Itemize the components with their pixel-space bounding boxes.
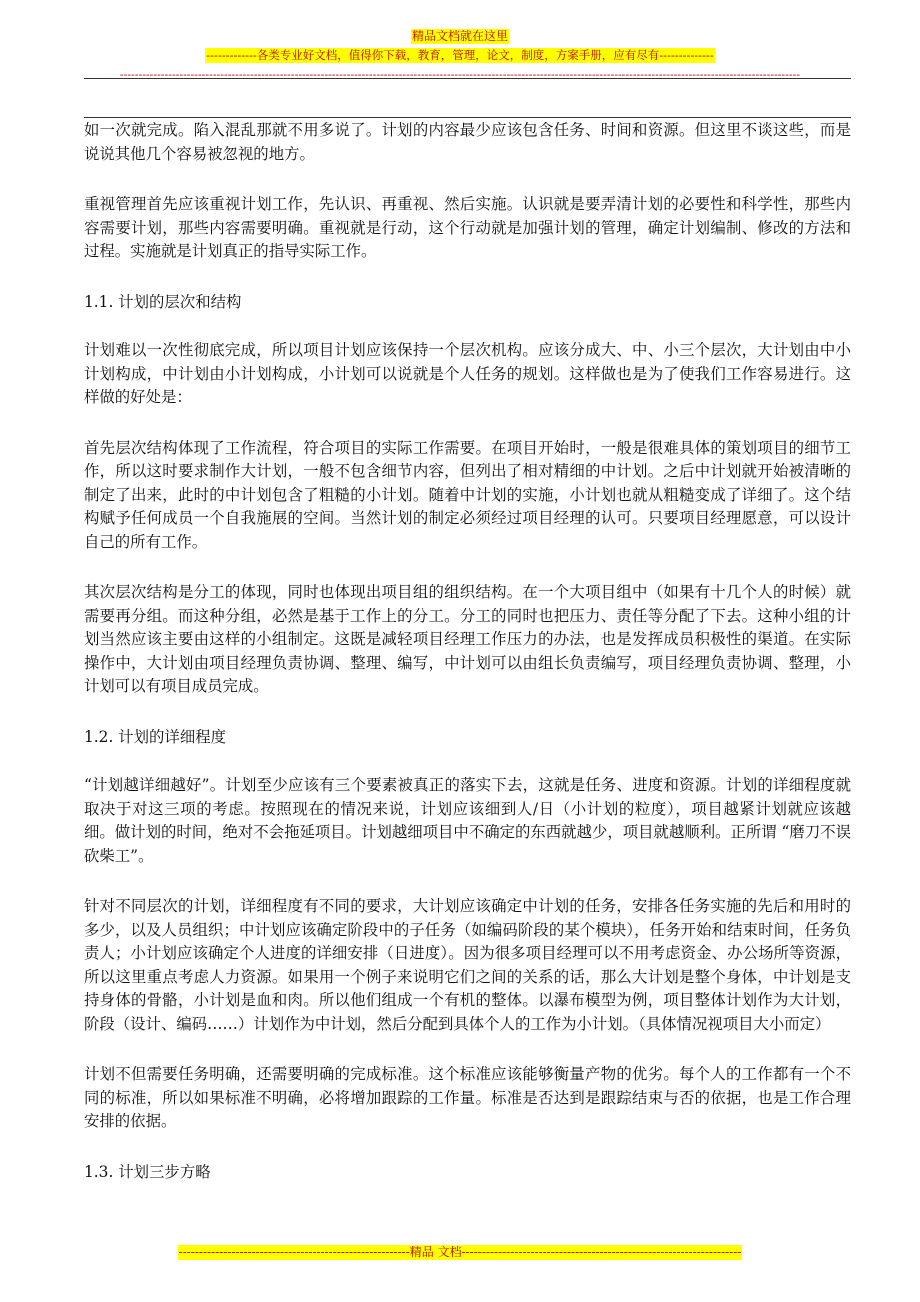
- header-title: 精品文档就在这里: [411, 29, 508, 43]
- section-heading: 1.2. 计划的详细程度: [84, 727, 226, 746]
- header-dashes: ---------------------------------------------------------------------------------------------------------------------------------------------------------------------------------------: [119, 68, 801, 81]
- paragraph: “计划越详细越好”。计划至少应该有三个要素被真正的落实下去，这就是任务、进度和资源。计划的详细程度就取决于对这三项的考虑。按照现在的情况来说，计划应该细到人/日（小计划的粒度），项目越紧计划就应该越细。做计划的时间，绝对不会拖延项目。计划越细项目中不确定的东西就越少，项目就越顺利。正所谓 “磨刀不误砍柴工”。: [84, 776, 851, 865]
- footer-text: ---------------------------------------------------------精品 文档---------------------------------------------------------------------: [178, 1245, 742, 1259]
- paragraph: 如一次就完成。陷入混乱那就不用多说了。计划的内容最少应该包含任务、时间和资源。但这里不谈这些，而是说说其他几个容易被忽视的地方。: [84, 121, 851, 163]
- header-rule: [84, 78, 851, 79]
- header-tagline-band: [0, 44, 920, 63]
- section-heading: 1.3. 计划三步方略: [84, 1162, 211, 1181]
- content-top-rule: [84, 117, 851, 118]
- header-tagline: -------------各类专业好文档，值得你下载，教育，管理，论文，制度，方案手册，应有尽有--------------: [206, 48, 714, 62]
- paragraph: 计划不但需要任务明确，还需要明确的完成标准。这个标准应该能够衡量产物的优劣。每个人的工作都有一个不同的标准，所以如果标准不明确，必将增加跟踪的工作量。标准是否达到是跟踪结束与否的依据，也是工作合理安排的依据。: [84, 1065, 851, 1130]
- paragraph: 针对不同层次的计划，详细程度有不同的要求，大计划应该确定中计划的任务，安排各任务实施的先后和用时的多少，以及人员组织；中计划应该确定阶段中的子任务（如编码阶段的某个模块），任务开始和结束时间，任务负责人；小计划应该确定个人进度的详细安排（日进度）。因为很多项目经理可以不用考虑资金、办公场所等资源，所以这里重点考虑人力资源。如果用一个例子来说明它们之间的关系的话，那么大计划是整个身体，中计划是支持身体的骨骼，小计划是血和肉。所以他们组成一个有机的整体。以瀑布模型为例，项目整体计划作为大计划，阶段（设计、编码……）计划作为中计划，然后分配到具体个人的工作为小计划。（具体情况视项目大小而定）: [84, 897, 851, 1033]
- header-dash-line: [0, 63, 920, 82]
- section-heading: 1.1. 计划的层次和结构: [84, 292, 242, 311]
- paragraph: 重视管理首先应该重视计划工作，先认识、再重视、然后实施。认识就是要弄清计划的必要性和科学性，那些内容需要计划，那些内容需要明确。重视就是行动，这个行动就是加强计划的管理，确定计划编制、修改的方法和过程。实施就是计划真正的指导实际工作。: [84, 195, 851, 260]
- paragraph: 计划难以一次性彻底完成，所以项目计划应该保持一个层次机构。应该分成大、中、小三个层次，大计划由中小计划构成，中计划由小计划构成，小计划可以说就是个人任务的规划。这样做也是为了使我们工作容易进行。这样做的好处是：: [84, 341, 851, 406]
- document-body: [84, 119, 851, 1209]
- footer-band: [0, 1241, 920, 1260]
- paragraph: 首先层次结构体现了工作流程，符合项目的实际工作需要。在项目开始时，一般是很难具体的策划项目的细节工作，所以这时要求制作大计划，一般不包含细节内容，但列出了相对精细的中计划。之后中计划就开始被清晰的制定了出来，此时的中计划包含了粗糙的小计划。随着中计划的实施，小计划也就从粗糙变成了详细了。这个结构赋予任何成员一个自我施展的空间。当然计划的制定必须经过项目经理的认可。只要项目经理愿意，可以设计自己的所有工作。: [84, 438, 851, 551]
- header-title-band: [0, 25, 920, 44]
- paragraph: 其次层次结构是分工的体现，同时也体现出项目组的组织结构。在一个大项目组中（如果有十几个人的时候）就需要再分组。而这种分组，必然是基于工作上的分工。分工的同时也把压力、责任等分配了下去。这种小组的计划当然应该主要由这样的小组制定。这既是减轻项目经理工作压力的办法，也是发挥成员积极性的渠道。在实际操作中，大计划由项目经理负责协调、整理、编写，中计划可以由组长负责编写，项目经理负责协调、整理，小计划可以有项目成员完成。: [84, 583, 851, 695]
